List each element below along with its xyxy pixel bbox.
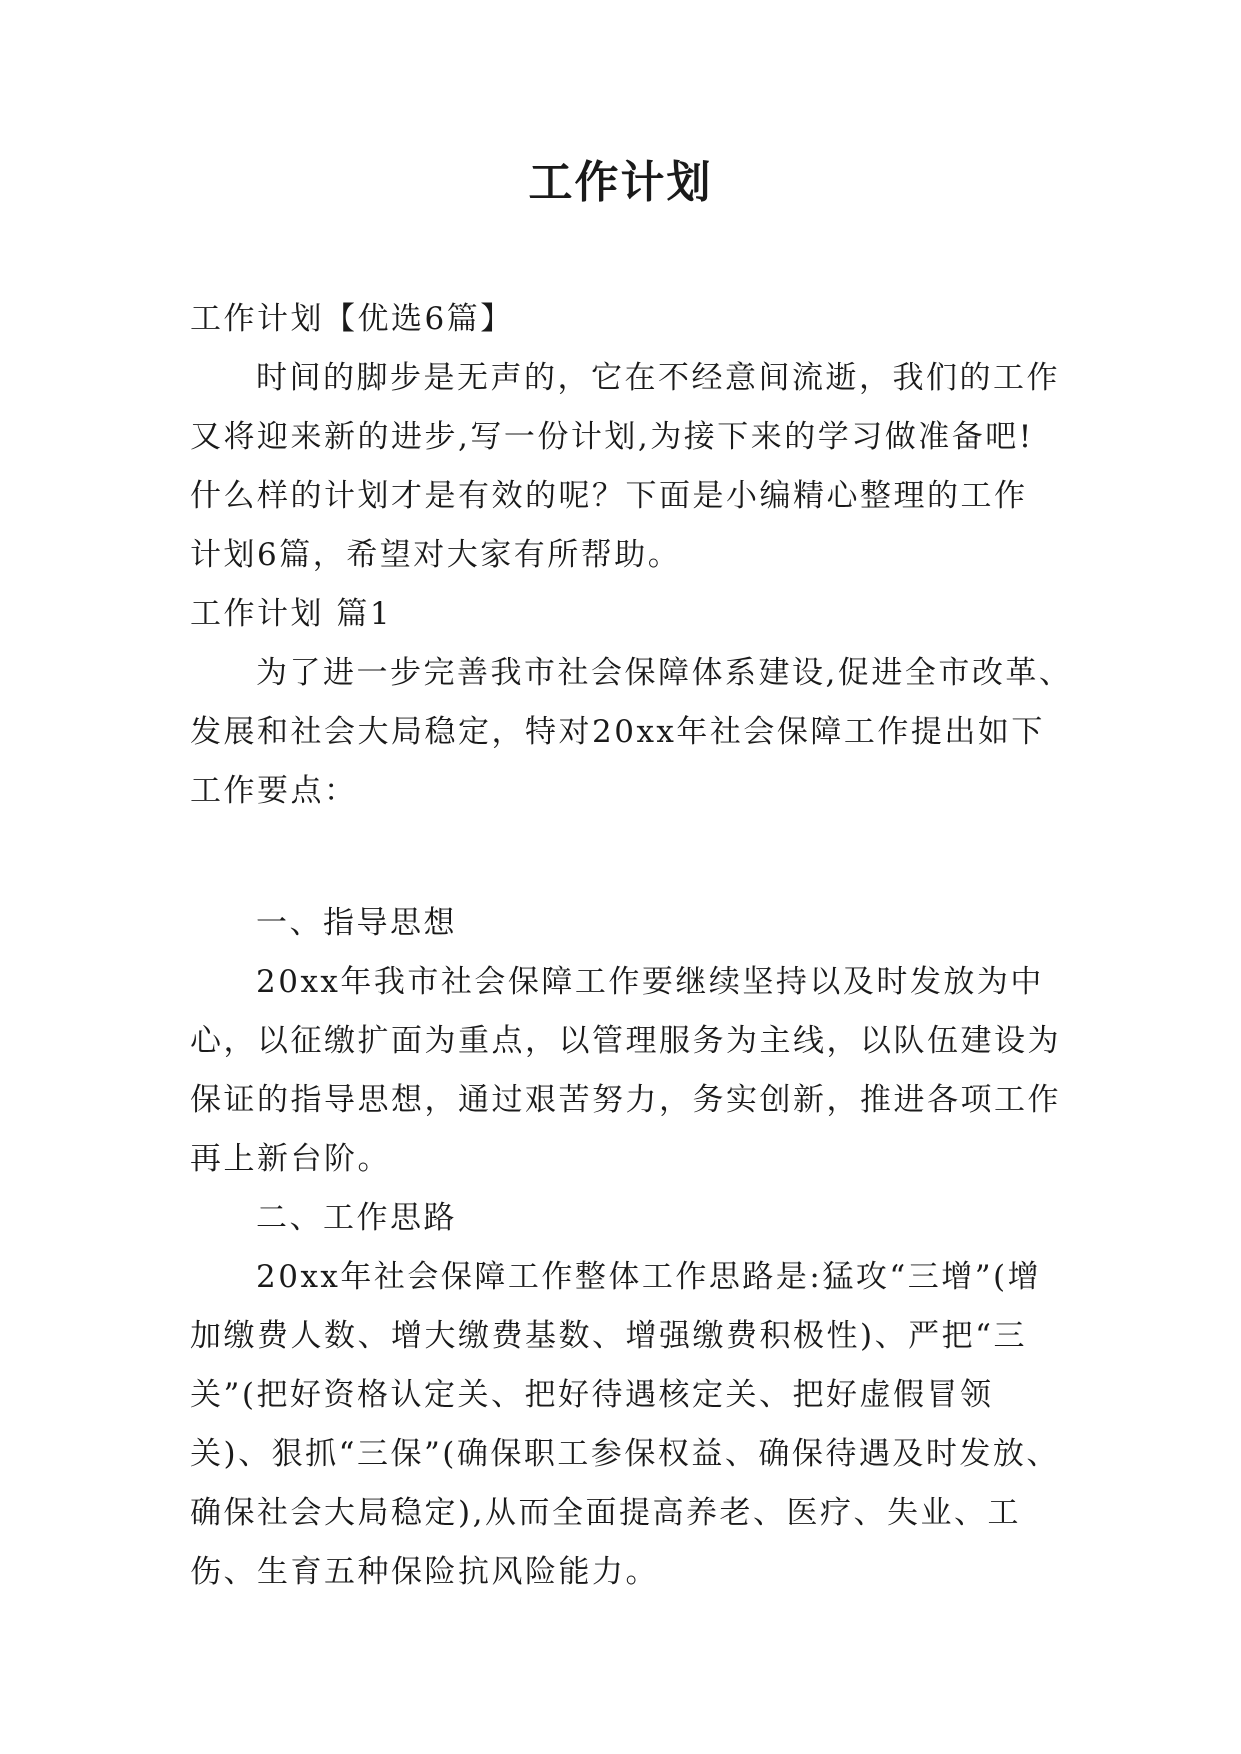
paragraph-line: 确保社会大局稳定),从而全面提高养老、医疗、失业、工: [190, 1495, 1021, 1531]
paragraph-line: 为了进一步完善我市社会保障体系建设,促进全市改革、: [256, 655, 1073, 691]
paragraph-line: 再上新台阶。: [190, 1141, 391, 1177]
section-heading-line: 工作计划 篇1: [190, 596, 393, 632]
subheading-line: 二、工作思路: [256, 1200, 457, 1236]
paragraph-line: 加缴费人数、增大缴费基数、增强缴费积极性)、严把“三: [190, 1318, 1027, 1354]
blank-line: [190, 880, 1060, 894]
paragraph-line: 关)、狠抓“三保”(确保职工参保权益、确保待遇及时发放、: [190, 1436, 1060, 1472]
subtitle-line: 工作计划【优选6篇】: [190, 301, 514, 337]
intro-line: 计划6篇，希望对大家有所帮助。: [190, 537, 682, 573]
paragraph-line: 20xx年社会保障工作整体工作思路是:猛攻“三增”(增: [256, 1259, 1042, 1295]
paragraph-line: 工作要点：: [190, 773, 358, 809]
blank-line: [190, 821, 1060, 880]
paragraph-line: 发展和社会大局稳定，特对20xx年社会保障工作提出如下: [190, 714, 1045, 750]
paragraph-line: 心，以征缴扩面为重点，以管理服务为主线，以队伍建设为: [190, 1023, 1061, 1059]
intro-line: 又将迎来新的进步,写一份计划,为接下来的学习做准备吧!: [190, 419, 1034, 455]
paragraph-line: 关”(把好资格认定关、把好待遇核定关、把好虚假冒领: [190, 1377, 994, 1413]
intro-line: 什么样的计划才是有效的呢？下面是小编精心整理的工作: [190, 478, 1028, 514]
intro-line: 时间的脚步是无声的，它在不经意间流逝，我们的工作: [256, 360, 1060, 396]
document-body: [190, 290, 1073, 1602]
paragraph-line: 伤、生育五种保险抗风险能力。: [190, 1554, 659, 1590]
paragraph-line: 保证的指导思想，通过艰苦努力，务实创新，推进各项工作: [190, 1082, 1061, 1118]
document-title: 工作计划: [528, 157, 713, 208]
subheading-line: 一、指导思想: [256, 905, 457, 941]
paragraph-line: 20xx年我市社会保障工作要继续坚持以及时发放为中: [256, 964, 1044, 1000]
